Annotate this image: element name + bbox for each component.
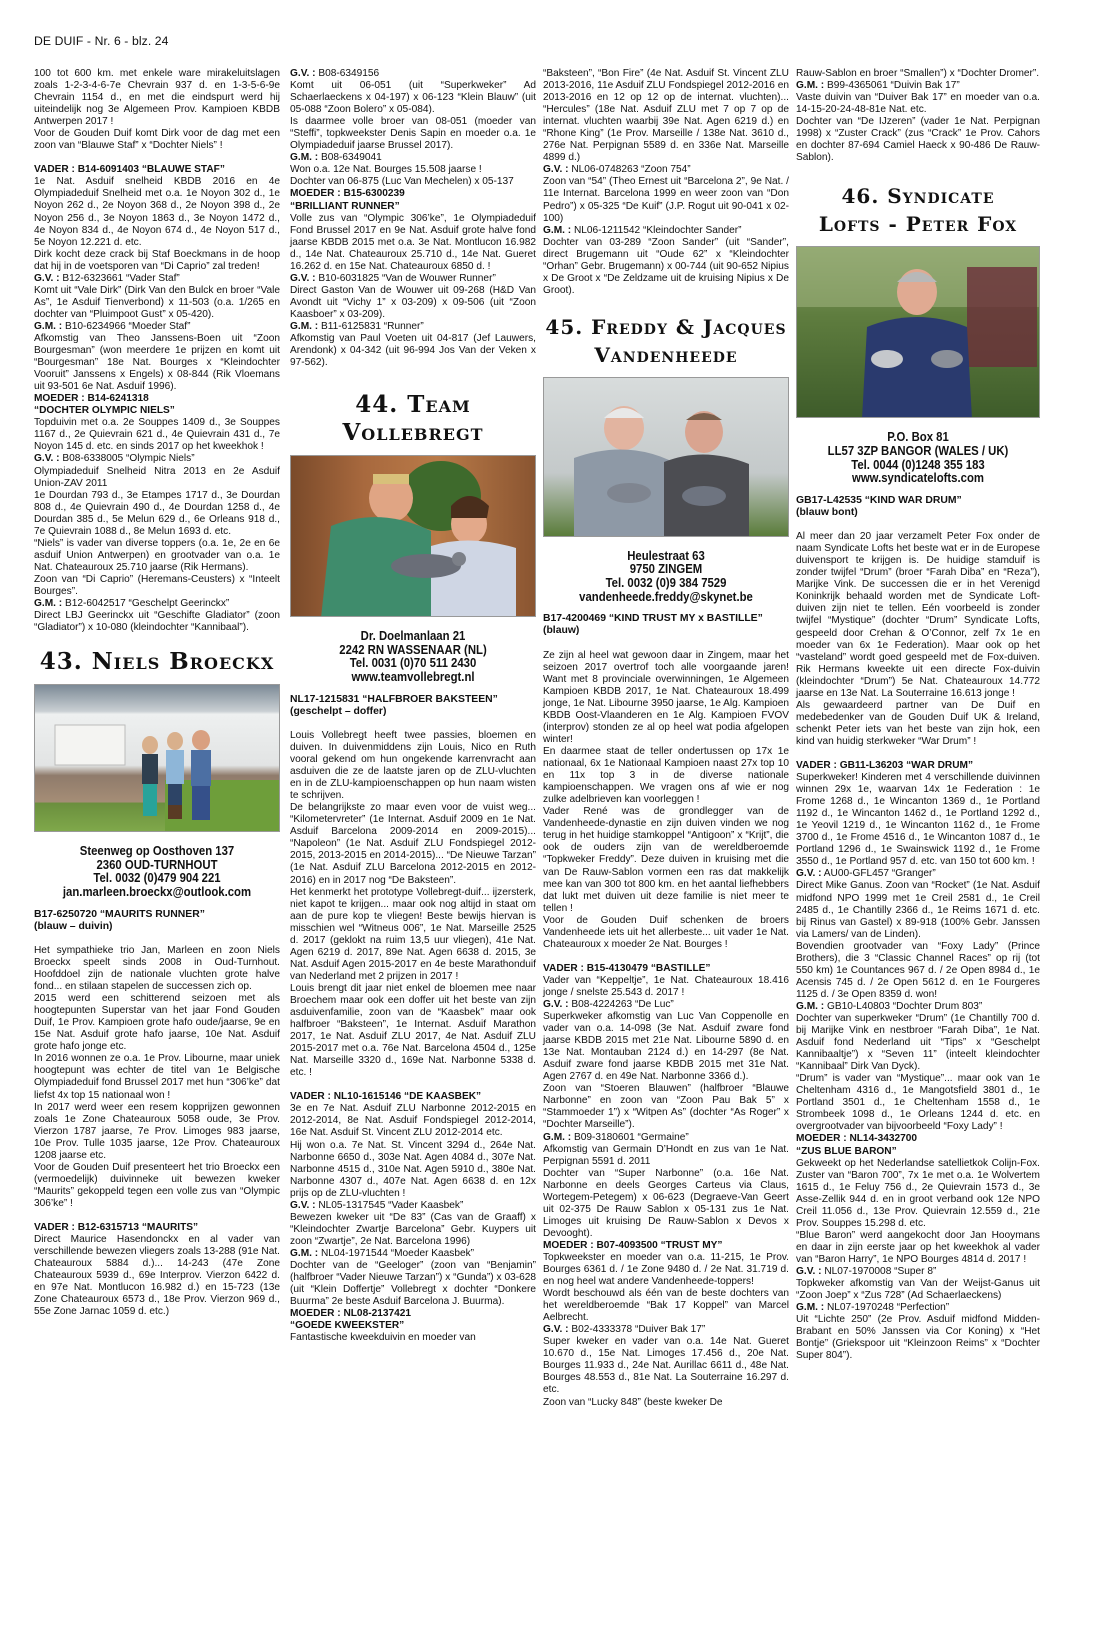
address-city: LL57 3ZP BANGOR (WALES / UK) <box>827 442 1009 458</box>
paragraph: Dochter van 06-875 (Luc Van Mechelen) x 05-137 <box>290 176 514 188</box>
paragraph: “Baksteen”, “Bon Fire” (4e Nat. Asduif St. Vincent ZLU 2013-2016, 11e Asduif ZLU Fondspiegel 2012-2016 en 2013-2016 en 12 op 12 op de internat. vluchten)... “Hercules” (18e Nat. Asduif ZLU met 7 op 7 op de internat. vluchten waarbij 39e Nat. Agen 6219 d.) en “Rhone King” (1e Prov. Marseille / 138e Nat. 3610 d., 276e Nat. Perpignan 5589 d. en 336e Nat. Marseille 4899 d.) <box>543 68 789 164</box>
paragraph: 3e en 7e Nat. Asduif ZLU Narbonne 2012-2015 en 2012-2014, 8e Nat. Asduif Fondspiegel 2012-2014, 16e Nat. Asduif St. Vincent ZLU 2012-2014 etc. <box>290 1103 536 1139</box>
gv-entry <box>796 868 1040 880</box>
section-title <box>796 182 1040 238</box>
paragraph: Ze zijn al heel wat gewoon daar in Zingem, maar het seizoen 2017 overtrof toch alle voorgaande jaren! Want met 8 provinciale overwinningen, 1e Algemeen Kampioen KBDB 2017, 1e Nat. Chateauroux 18.499 jonge, 1e Nat. Libourne 3950 jaarse, 1e Alg. Kampioen KBDB Oost-Vlaanderen en 1e Alg. Kampioen FVOV (interprov) stonden ze al op heel wat podia afgelopen winter! <box>543 649 789 745</box>
address-city: 2360 OUD-TURNHOUT <box>96 856 218 872</box>
paragraph: Dochter van de “Geeloger” (zoon van “Benjamin” (halfbroer “Vader Nieuwe Tarzan”) x “Gunda”) x 03-628 (uit “Klein Doffertje” Vollebregt x dochter “Donkere Buurma” 2e beste Asduif Barcelona J. Buurma). <box>290 1259 536 1308</box>
gv-pedigree: B08-4224263 “De Luc” <box>568 998 674 1010</box>
moeder-heading: MOEDER : B07-4093500 “TRUST MY” <box>543 1239 723 1251</box>
gm-pedigree: B10-6234966 “Moeder Staf” <box>62 320 191 332</box>
gv-pedigree: NL05-1317545 “Vader Kaasbek” <box>315 1199 464 1211</box>
paragraph: Superkweker afkomstig van Luc Van Coppenolle en vader van o.a. 14-098 (3e Nat. Asduif zware fond jaarse KBDB 2015 met 21e Nat. Libourne 5890 d. en 13e Nat. Montauban 2124 d.) en 14-297 (8e Nat. Asduif zware fond jaarse KBDB 2015 met 31e Nat. Agen 2767 d. en 49e Nat. Narbonne 3366 d.). <box>543 1011 789 1083</box>
paragraph: Dochter van “De IJzeren” (vader 1e Nat. Perpignan 1998) x “Zuster Crack” (zus “Crack” 1e Prov. Cahors en dochter 87-694 Camiel Haeck x 90-486 De Rauw-Sablon). <box>796 116 1040 164</box>
gv-pedigree: B08-6338005 “Olympic Niels” <box>59 453 195 465</box>
paragraph: In 2016 wonnen ze o.a. 1e Prov. Libourne, maar uniek hoogtepunt was echter de titel van 1e Belgische Olympiadeduif fond Brussel 2017 met hun “306’ke” dat liefst 4x top 15 nationaal won ! <box>34 1053 280 1101</box>
paragraph: Direct LBJ Geerinckx uit “Geschifte Gladiator” (zoon “Gladiator”) x 10-080 (kleindochter “Kannibaal”). <box>34 610 280 634</box>
pigeon-name: NL17-1215831 “HALFBROER BAKSTEEN” <box>290 693 498 705</box>
column-3 <box>543 68 789 1409</box>
gm-pedigree: B11-6125831 “Runner” <box>318 320 424 332</box>
paragraph: Volle zus van “Olympic 306’ke”, 1e Olympiadeduif Fond Brussel 2017 en 9e Nat. Asduif grote halve fond jaarse KBDB 2015 met o.a. 3e Nat. Montlucon 16.982 d., 14e Nat. Chateauroux 25.710 d., 14e Nat. Gueret 16.262 d. en 15e Nat. Chateauroux 6850 d. ! <box>290 212 536 272</box>
paragraph: Topkweker afkomstig van Van der Weijst-Ganus uit “Zoon Joep” x “Zus 728” (Ad Schaerlaeckens) <box>796 1278 1040 1302</box>
gv-pedigree: AU00-GFL457 “Granger” <box>821 868 936 880</box>
gm-label: G.M. : <box>290 152 319 164</box>
column-2 <box>290 68 536 1344</box>
paragraph: Superkweker! Kinderen met 4 verschillende duivinnen winnen 29x 1e, waarvan 14x 1e Federation : 1e Frome 1268 d., 1e Wincanton 1369 d., 1e Portland 1192 d., 1e Wincanton 1462 d., 1e Portland 1292 d., 1e Yeovil 1219 d., 1e Wincanton 1162 d., 1e Frome 3700 d., 1e Frome 4516 d., 1e Wincanton 1087 d., 1e Portland 1296 d., 1e Swainswick 1192 d., 1e Frome 3550 d., 1e Portland 957 d. etc. van 150 tot 600 km. ! <box>796 772 1040 868</box>
gm-label: G.M. : <box>543 224 572 236</box>
section-title: 43. Niels Broeckx <box>39 648 275 676</box>
gm-label: G.M. : <box>34 598 63 610</box>
gv-entry <box>290 68 536 80</box>
paragraph: Bovendien grootvader van “Foxy Lady” (Prince Brothers), die 3 “Classic Channel Races” op rij (tot 550 km) 1e Countances 967 d. / 2e Open 8984 d., 1e Acensis 745 d. / 2e Open 5612 d. en 1e Fourgeres 1125 d. / 3e Open 8359 d. won! <box>796 940 1040 1000</box>
moeder-heading: MOEDER : B14-6241318 <box>34 393 149 405</box>
gv-entry <box>34 273 280 285</box>
paragraph: Louis Vollebregt heeft twee passies, bloemen en duiven. In duivenmiddens zijn Louis, Nico en Ruth vooral gekend om hun ongekende karrenvracht aan asduiven die ze de laatste jaren op de ZLU-vluchten en in de ZLU-kampioenschappen op hun naam wisten te schrijven. <box>290 729 536 802</box>
paragraph: Zoon van “54” (Theo Ernest uit “Barcelona 2”, 9e Nat. / 11e Internat. Barcelona 1999 en weer zoon van “Don Pedro”) x 05-325 “De Kuif” (J.P. Rogut uit 90-041 x 02-100) <box>543 176 789 224</box>
section-title-line1: 44. Team <box>355 391 471 419</box>
gv-label: G.V. : <box>543 1324 569 1336</box>
gv-entry <box>290 1200 536 1212</box>
gv-entry <box>796 1266 1040 1278</box>
moeder-name: “GOEDE KWEEKSTER” <box>290 1320 405 1332</box>
moeder-heading: MOEDER : NL08-2137421 <box>290 1308 411 1320</box>
email: vandenheede.freddy@skynet.be <box>579 588 753 604</box>
section-title-line2: Vollebregt <box>342 419 484 447</box>
paragraph: Bewezen kweker uit “De 83” (Cas van de Graaff) x “Kleindochter Zwartje Barcelona” Gebr. Kuypers uit zoon “Zwartje”, 2e Nat. Barcelona 1996) <box>290 1211 536 1247</box>
website: www.syndicatelofts.com <box>852 470 984 486</box>
gm-label: G.M. : <box>796 1302 825 1314</box>
team-photo-figures <box>291 456 523 617</box>
section-title <box>290 391 536 447</box>
gm-pedigree: GB10-L40803 “Dochter Drum 803” <box>824 1000 983 1012</box>
gv-entry <box>34 453 280 465</box>
gm-pedigree: B09-3180601 “Germaine” <box>571 1131 689 1143</box>
paragraph: Zoon van “Di Caprio” (Heremans-Ceusters) x “Inteelt Bourges”. <box>34 573 280 597</box>
pigeon-color: (geschelpt – doffer) <box>290 705 387 717</box>
paragraph: Al meer dan 20 jaar verzamelt Peter Fox onder de naam Syndicate Lofts het beste wat er in de Europese duivensport te krijgen is. De huidige stamduif is zonder twijfel “Drum” (broer “Farah Diba” en “Reza”), Marijke Vink. De successen die er in het Verenigd Koninkrijk behaald worden met de Syndicate Loft-duiven zijn niet te tellen. Eén voorbeeld is zonder twijfel “Mystique” (dochter “Drum” Syndicate Lofts, gespeeld door Crehan & O’Connor, zelf 7x 1e en moeder van 6x 1e Federation). Maar ook op het “vasteland” wordt goed gespeeld met de Fox-duiven. Rik Hermans kweekte uit een directe Fox-duivin (kleindochter “Drum”) 5e Nat. Chateauroux 14.772 jaarse en 13e Nat. La Souterraine 16.613 jonge ! <box>796 531 1040 699</box>
paragraph: Vaste duivin van “Duiver Bak 17” en moeder van o.a. 14-15-20-24-48-81e Nat. etc. <box>796 92 1040 116</box>
pigeon-name: GB17-L42535 “KIND WAR DRUM” <box>796 494 962 506</box>
gv-pedigree: NL07-1970008 “Super 8” <box>821 1265 937 1277</box>
gv-pedigree: NL06-0748263 “Zoon 754” <box>568 164 691 176</box>
phone: Tel. 0032 (0)9 384 7529 <box>605 575 727 591</box>
email: jan.marleen.broeckx@outlook.com <box>62 883 252 899</box>
contact-block <box>307 629 519 683</box>
paragraph: Uit “Lichte 250” (2e Prov. Asduif midfond Midden-Brabant en 50% Janssen via Cor Koning) x “Het Bontje” (Griekspoor uit “Kleinzoon Reims” x “Dochter Super 804”). <box>796 1314 1040 1362</box>
gv-label: G.V. : <box>290 68 316 79</box>
gm-pedigree: NL07-1970248 “Perfection” <box>824 1302 950 1314</box>
gm-entry <box>796 1302 1040 1314</box>
paragraph: En daarmee staat de teller ondertussen op 17x 1e nationaal, 6x 1e Nationaal Kampioen naast 27x top 10 en 11x top 3 in de diverse nationale kampioenschappen. We vragen ons af wie er nog zulke adelbrieven kan voorleggen ! <box>543 746 789 806</box>
gv-pedigree: B02-4333378 “Duiver Bak 17” <box>568 1324 706 1336</box>
vader-heading: VADER : B15-4130479 “BASTILLE” <box>543 962 711 974</box>
paragraph: Topduivin met o.a. 2e Souppes 1409 d., 3e Souppes 1167 d., 2e Quievrain 621 d., 4e Quievrain 431 d., 7e Noyon 145 d. etc. en sinds 2017 op het kweekhok ! <box>34 417 280 453</box>
lawn <box>165 780 280 832</box>
running-head: DE DUIF - Nr. 6 - blz. 24 <box>34 34 169 48</box>
paragraph: Zoon van “Lucky 848” (beste kweker De <box>543 1396 723 1408</box>
gm-pedigree: B08-6349041 <box>318 152 382 164</box>
gv-label: G.V. : <box>290 272 316 284</box>
paragraph: Direct Mike Ganus. Zoon van “Rocket” (1e Nat. Asduif midfond NPO 1999 met 1e Creil 2581 d., 1e Creil 2485 d., 1e Chantilly 2366 d., 1e Reims 1671 d. etc. bij Rinus van Gastel) x 89-918 (100% Gebr. Janssen via Lamers/ van de Linden). <box>796 880 1040 940</box>
paragraph: Zoon van “Stoeren Blauwen” (halfbroer “Blauwe Narbonne” en zoon van “Zoon Pau Bak 5” x “Stammoeder 1”) x “Witpen As” (dochter “As Roger” x “Dochter Marseille”). <box>543 1083 789 1131</box>
vader-heading: VADER : GB11-L36203 “WAR DRUM” <box>796 760 974 771</box>
gm-entry <box>290 1248 536 1260</box>
gm-pedigree: NL06-1211542 “Kleindochter Sander” <box>571 224 742 236</box>
gv-entry <box>543 1324 789 1336</box>
gv-pedigree: B08-6349156 <box>315 68 380 79</box>
gv-label: G.V. : <box>290 1199 316 1211</box>
paragraph: 100 tot 600 km. met enkele ware mirakeluitslagen zoals 1-2-3-4-6-7e Chevrain 937 d. en 1-3-5-6-9e Chevrain 1154 d., en met die eindspurt werd hij uiteindelijk nog 3e Algemeen Prov. Kampioen KBDB Antwerpen 2017 ! <box>34 68 280 128</box>
team-photo-figures <box>544 378 789 537</box>
paragraph: Voor de Gouden Duif komt Dirk voor de dag met een zoon van “Blauwe Staf” x “Dochter Niels” ! <box>34 128 280 152</box>
gv-label: G.V. : <box>34 272 60 284</box>
gm-pedigree: NL04-1971544 “Moeder Kaasbek” <box>318 1247 475 1259</box>
team-photo-figures <box>35 685 280 832</box>
moeder-name: “DOCHTER OLYMPIC NIELS” <box>34 405 175 417</box>
paragraph: Komt uit “Vale Dirk” (Dirk Van den Bulck en broer “Vale As”, 1e Asduif Tienverbond) x 11-503 (o.a. 1/265 en dochter van “Pluimpoot Gust” x 05-420). <box>34 284 280 320</box>
gm-entry <box>543 225 789 237</box>
paragraph: Is daarmee volle broer van 08-051 (moeder van “Steffi”, topkweekster Denis Sapin en moeder o.a. 1e Olympiadeduif jaarse Brussel 2017). <box>290 116 536 152</box>
section-title <box>543 313 789 369</box>
gv-entry <box>290 273 536 285</box>
paragraph: Dochter van 03-289 “Zoon Sander” (uit “Sander”, direct Brugemann uit “Oude 62” x “Kleindochter “Orhan” Gebr. Brugemann) x 00-744 (uit 90-652 Nipius x De Groot x “De Zeldzame uit de kruising Nipius x De Groot). <box>543 236 789 296</box>
gm-entry <box>290 321 536 333</box>
team-photo <box>543 377 789 537</box>
vader-heading: VADER : NL10-1615146 “DE KAASBEK” <box>290 1091 482 1103</box>
gm-label: G.M. : <box>796 80 825 92</box>
gv-pedigree: B12-6323661 “Vader Staf” <box>59 272 180 284</box>
website: www.teamvollebregt.nl <box>351 668 475 684</box>
paragraph: Afkomstig van Germain D’Hondt en zus van 1e Nat. Perpignan 5591 d. 2011 <box>543 1143 789 1167</box>
paragraph: De belangrijkste zo maar even voor de vuist weg... “Kilometervreter” (1e Internat. Asduif 2009 en 1e Nat. Asduif Barcelona 2009-2014 en 2009-2015)... “Napoleon” (1e Nat. Asduif ZLU Fondspiegel 2012-2015, 2013-2015 en 2014-2015)... “De Nieuwe Tarzan” (1e Nat. Asduif ZLU Barcelona 2012-2015 en 2012-2016) en in 2017 nog “De Baksteen”. <box>290 802 536 886</box>
vader-heading: VADER : B14-6091403 “BLAUWE STAF” <box>34 164 225 176</box>
owner-photo <box>796 246 1040 418</box>
paragraph: Louis brengt dit jaar niet enkel de bloemen mee naar Broechem maar ook een doffer uit het beste van zijn asduivenfamilie, zoon van de “Kaasbek” maar ook halfbroer “Baksteen”, 1e Internat. Asduif Marathon 2017, 1e Nat. Asduif ZLU 2017, 4e Nat. Asduif ZLU 2015-2017 met o.a. 76e Nat. Barcelona 4504 d., 125e Nat. Marseille 3320 d., 169e Nat. Narbonne 5338 d. etc. ! <box>290 982 536 1079</box>
phone: Tel. 0032 (0)479 904 221 <box>93 870 221 886</box>
paragraph: “Blue Baron” werd aangekocht door Jan Hooymans en daar in zijn eerste jaar op het kweekhok al vader van “Baron Harry”, 1e NPO Bourges 4814 d. 2017 ! <box>796 1229 1040 1265</box>
gm-entry <box>290 152 536 164</box>
column-4 <box>796 68 1040 1362</box>
pigeon-name: B17-6250720 “MAURITS RUNNER” <box>34 908 205 920</box>
contact-block <box>560 549 772 603</box>
gv-label: G.V. : <box>796 868 822 880</box>
gv-entry <box>543 999 789 1011</box>
team-photo <box>34 684 280 832</box>
paragraph: Dochter van “Super Narbonne” (o.a. 16e Nat. Narbonne en deels Georges Carteus via Claus, Wortegem-Petegem) x 06-623 (Degraeve-Van Geert uit 02-375 De Rauw Sablon x 05-131 zus 1e Nat. Limoges uit kruising De Rauw-Sablon x Devos x Devooght). <box>543 1167 789 1239</box>
phone: Tel. 0044 (0)1248 355 183 <box>851 456 985 472</box>
paragraph: Super kweker en vader van o.a. 14e Nat. Gueret 10.670 d., 15e Nat. Limoges 17.456 d., 20e Nat. Bourges 11.933 d., 24e Nat. Aurillac 6611 d., 48e Nat. Bourges 48.553 d., 81e Nat. La Souterraine 16.297 d. etc. <box>543 1336 789 1396</box>
paragraph: Voor de Gouden Duif schenken de broers Vandenheede iets uit het allerbeste... uit vader 1e Nat. Chateauroux x moeder 2e Nat. Bourges ! <box>543 914 789 950</box>
contact-block <box>813 430 1023 484</box>
paragraph: Het sympathieke trio Jan, Marleen en zoon Niels Broeckx speelt sinds 2008 in Oud-Turnhout. Hoofddoel zijn de nationale vluchten grote halve fond... en stilaan stapelen de successen zich op. <box>34 944 280 993</box>
pigeon-color: (blauw bont) <box>796 506 858 518</box>
house-wall <box>55 725 125 765</box>
paragraph: 2015 werd een schitterend seizoen met als hoogtepunten Superstar van het jaar Fond Gouden Duif, 1e Prov. Kampioen grote hafo oude/jaarse, 9e en 15e Nat. Asduif grote hafo jaarse, 10e Nat. Asduif grote hafo jonge etc. <box>34 993 280 1053</box>
paragraph: 1e Dourdan 793 d., 3e Etampes 1717 d., 3e Dourdan 808 d., 4e Quievrain 490 d., 4e Dourdan 1258 d., 4e Dourdan 385 d., 5e Melun 629 d., 6e Orleans 918 d., 7e Quievrain 1088 d., 8e Melun 1693 d. etc. <box>34 489 280 537</box>
paragraph: Fantastische kweekduivin en moeder van <box>290 1332 476 1344</box>
gm-entry <box>796 80 1040 92</box>
paragraph: Dochter van superkweker “Drum” (1e Chantilly 700 d. bij Marijke Vink en nestbroer “Farah Diba”, 1e Nat. Asduif fond Nederland uit “Tips” x “Geschelpt Kannibaaltje”) x “Seven 11” (inteelt kleindochter “Kannibaal” Dirk Van Dyck). <box>796 1012 1040 1073</box>
paragraph: Gekweekt op het Nederlandse satellietkok Colijn-Fox. Zuster van “Baron 700”, 7x 1e met o.a. 1e Wolvertem 1615 d., 1e Feluy 756 d., 2e Quievrain 1573 d., 3e Asse-Zellik 944 d. en in groot verband ook 12e NPO Creil 11.056 d., 13e Prov. Quievrain 12.559 d., 21e Prov. Souppes 15.298 d. etc. <box>796 1157 1040 1229</box>
gm-label: G.M. : <box>34 320 63 332</box>
moeder-name: “BRILLIANT RUNNER” <box>290 200 400 212</box>
paragraph: Als gewaardeerd partner van De Duif en medebedenker van de Gouden Duif UK & Ireland, schenkt Peter iets van het beste van zijn hok, een kind van huidig sterkweker “War Drum” ! <box>796 699 1040 747</box>
section-title-line2: Vandenheede <box>594 342 738 367</box>
gm-entry <box>796 1001 1040 1013</box>
moeder-heading: MOEDER : B15-6300239 <box>290 188 405 200</box>
paragraph: Olympiadeduif Snelheid Nitra 2013 en 2e Asduif Union-ZAV 2011 <box>34 465 280 489</box>
gv-pedigree: B10-6031825 “Van de Wouwer Runner” <box>315 272 496 284</box>
contact-block <box>51 844 263 898</box>
paragraph: Voor de Gouden Duif presenteert het trio Broeckx een (vermoedelijk) duivinneke uit bewezen kweker “Maurits” gekoppeld tegen een volle zus van “Olympic 306’ke” ! <box>34 1161 280 1209</box>
paragraph: Wordt beschouwd als één van de beste dochters van het wereldberoemde “Bak 17 Koppel” van Marcel Aelbrecht. <box>543 1288 789 1324</box>
address-street: Steenweg op Oosthoven 137 <box>79 843 235 859</box>
column-1 <box>34 68 280 1318</box>
gm-pedigree: B12-6042517 “Geschelpt Geerinckx” <box>62 598 230 610</box>
moeder-heading: MOEDER : NL14-3432700 <box>796 1133 917 1145</box>
paragraph: Afkomstig van Paul Voeten uit 04-817 (Jef Lauwers, Arendonk) x 04-342 (uit 96-994 Jos Van der Veken x 97-562). <box>290 333 536 369</box>
paragraph: In 2017 werd weer een resem kopprijzen gewonnen zoals 1e Zone Chateauroux 5058 oude, 3e Prov. Vierzon 1787 jaarse, 7e Prov. Limoges 983 jaarse, 10e Prov. Tulle 1035 jaarse, 12e Prov. Chateauroux 1208 jaarse etc. <box>34 1101 280 1161</box>
pigeon-name: B17-4200469 “KIND TRUST MY x BASTILLE” <box>543 613 763 625</box>
gm-pedigree: B99-4365061 “Duivin Bak 17” <box>824 80 960 92</box>
section-title-line1: 46. Syndicate <box>841 184 995 209</box>
paragraph: Topkweekster en moeder van o.a. 11-215, 1e Prov. Bourges 6361 d. / 1e Zone 9480 d. / 2e Nat. 31.719 d. en nog heel wat andere Vandenheede-toppers! <box>543 1251 789 1288</box>
paragraph: Direct Gaston Van de Wouwer uit 09-268 (H&D Van Avondt uit “Vichy 1” x 03-209) x 09-506 (uit “Zoon Kaasboer” x 03-209). <box>290 284 536 320</box>
address-street: Dr. Doelmanlaan 21 <box>360 628 466 644</box>
address-street: Heulestraat 63 <box>627 547 705 563</box>
paragraph: Afkomstig van Theo Janssens-Boen uit “Zoon Bourgesman” (won meerdere 1e prijzen en komt uit “Bourgesman” 18e Nat. Bourges x “Kleindochter Vooruit” Janssens x Engels) x 08-844 (Rik Vloemans uit 93-501 6e Nat. Asduif 1996). <box>34 332 280 393</box>
section-title-line2: Lofts - Peter Fox <box>818 212 1018 237</box>
gm-entry <box>34 321 280 333</box>
paragraph: Won o.a. 12e Nat. Bourges 15.508 jaarse ! <box>290 164 482 176</box>
address-city: 2242 RN WASSENAAR (NL) <box>339 641 487 657</box>
address-pobox: P.O. Box 81 <box>887 429 949 445</box>
paragraph: “Niels” is vader van diverse toppers (o.a. 1e, 2e en 6e asduif Union Antwerpen) en grootvader van o.a. 1e Nat. Chateauroux 25.710 jaarse (Rik Hermans). <box>34 537 280 573</box>
paragraph: Direct Maurice Hasendonckx en al vader van verschillende bewezen vliegers zoals 13-288 (91e Nat. Chateauroux 5884 d.)... 14-243 (47e Zone Chateauroux 5939 d., 69e Interprov. Vierzon 6422 d. en 97e Nat. Montlucon 16.982 d.) en 15-723 (13e Zone Chateauroux 6573 d., 18e Prov. Vierzon 969 d., 55e Zone Jarnac 1059 d. etc.) <box>34 1234 280 1318</box>
owner-photo-figures <box>797 247 1040 418</box>
gm-label: G.M. : <box>543 1131 572 1143</box>
gm-entry <box>543 1132 789 1144</box>
paragraph: “Drum” is vader van “Mystique”... maar ook van 1e Cheltenham 4316 d., 1e Mangotsfield 3801 d., 1e Portland 3501 d., 1e Cheltenham 1558 d., 1e Strombeek 1098 d., 1e Orleans 1244 d. etc. en overgrootvader van bijvoorbeeld “Foxy Lady” ! <box>796 1073 1040 1133</box>
gv-entry <box>543 164 789 176</box>
paragraph: Hij won o.a. 7e Nat. St. Vincent 3294 d., 264e Nat. Narbonne 6650 d., 303e Nat. Agen 4084 d., 307e Nat. Narbonne 4515 d., 310e Nat. Agen 5910 d., 380e Nat. Narbonne 4307 d., 407e Nat. Agen 6638 d. en 12x prijs op de ZLU-vluchten ! <box>290 1139 536 1199</box>
section-title-line1: 45. Freddy & Jacques <box>545 314 787 339</box>
paragraph: Vader van “Keppeltje”, 1e Nat. Chateauroux 18.416 jonge / snelste 25.543 d. 2017 ! <box>543 974 789 998</box>
gv-label: G.V. : <box>543 164 569 176</box>
gm-label: G.M. : <box>796 1000 825 1012</box>
pigeon-color: (blauw) <box>543 625 580 637</box>
phone: Tel. 0031 (0)70 511 2430 <box>349 655 477 671</box>
paragraph: 1e Nat. Asduif snelheid KBDB 2016 en 4e Olympiadeduif Snelheid met o.a. 1e Noyon 302 d., 1e Noyon 262 d., 2e Noyon 368 d., 2e Noyon 398 d., 2e Noyon 256 d., 3e Noyon 1863 d., 3e Noyon 1472 d., 4e Noyon 834 d., 4e Noyon 674 d., 4e Noyon 517 d., 5e Noyon 12.221 d. etc. <box>34 176 280 248</box>
moeder-name: “ZUS BLUE BARON” <box>796 1145 897 1157</box>
gv-label: G.V. : <box>34 453 60 465</box>
paragraph: Komt uit 06-051 (uit “Superkweker” Ad Schaerlaeckens x 04-197) x 06-123 “Klein Blauw” (uit 05-088 “Zoon Bolero” x 05-084). <box>290 80 536 116</box>
gm-label: G.M. : <box>290 1247 319 1259</box>
address-city: 9750 ZINGEM <box>629 561 703 577</box>
gm-label: G.M. : <box>290 320 319 332</box>
team-photo <box>290 455 536 617</box>
vader-heading: VADER : B12-6315713 “MAURITS” <box>34 1221 199 1233</box>
red-foliage <box>967 267 1037 367</box>
paragraph: Dirk kocht deze crack bij Staf Boeckmans in de hoop dat hij in de voetsporen van “Di Caprio” zal treden! <box>34 248 280 272</box>
paragraph: Vader René was de grondlegger van de Vandenheede-dynastie en zijn duiven vinden we nog terug in het huidige stamkoppel “Antigoon” x “Krijt”, die ook de ouders zijn van de wereldberoemde “Topkweker Freddy”. Deze duiven in kruising met die van De Rauw-Sablon vormen een ras dat makkelijk mee kan van 300 tot 800 km. en het aantal liefhebbers dat lukt met duiven uit deze familie is niet meer te tellen ! <box>543 806 789 914</box>
gv-label: G.V. : <box>543 998 569 1010</box>
gv-label: G.V. : <box>796 1265 822 1277</box>
paragraph: Rauw-Sablon en broer “Smallen”) x “Dochter Dromer”. <box>796 68 1040 79</box>
paragraph: Het kenmerkt het prototype Vollebregt-duif... ijzersterk, niet kapot te krijgen... maar ook nog altijd in staat om aan de pure kop te vliegen! Beste bewijs hiervan is misschien wel “Witneus 006”, 1e Nat. Marseille 2525 d. 2017 (geklokt na ruim 13,5 uur vliegen), 41e Nat. Agen 6219 d. 2017, 89e Nat. Agen 6638 d. 2015, 3e Nat. Asduif Agen 2015-2017 en 4e beste Marathonduif van Nederland met 2 prijzen in 2017 ! <box>290 886 536 982</box>
gm-entry <box>34 598 280 610</box>
pigeon-color: (blauw – duivin) <box>34 920 113 932</box>
